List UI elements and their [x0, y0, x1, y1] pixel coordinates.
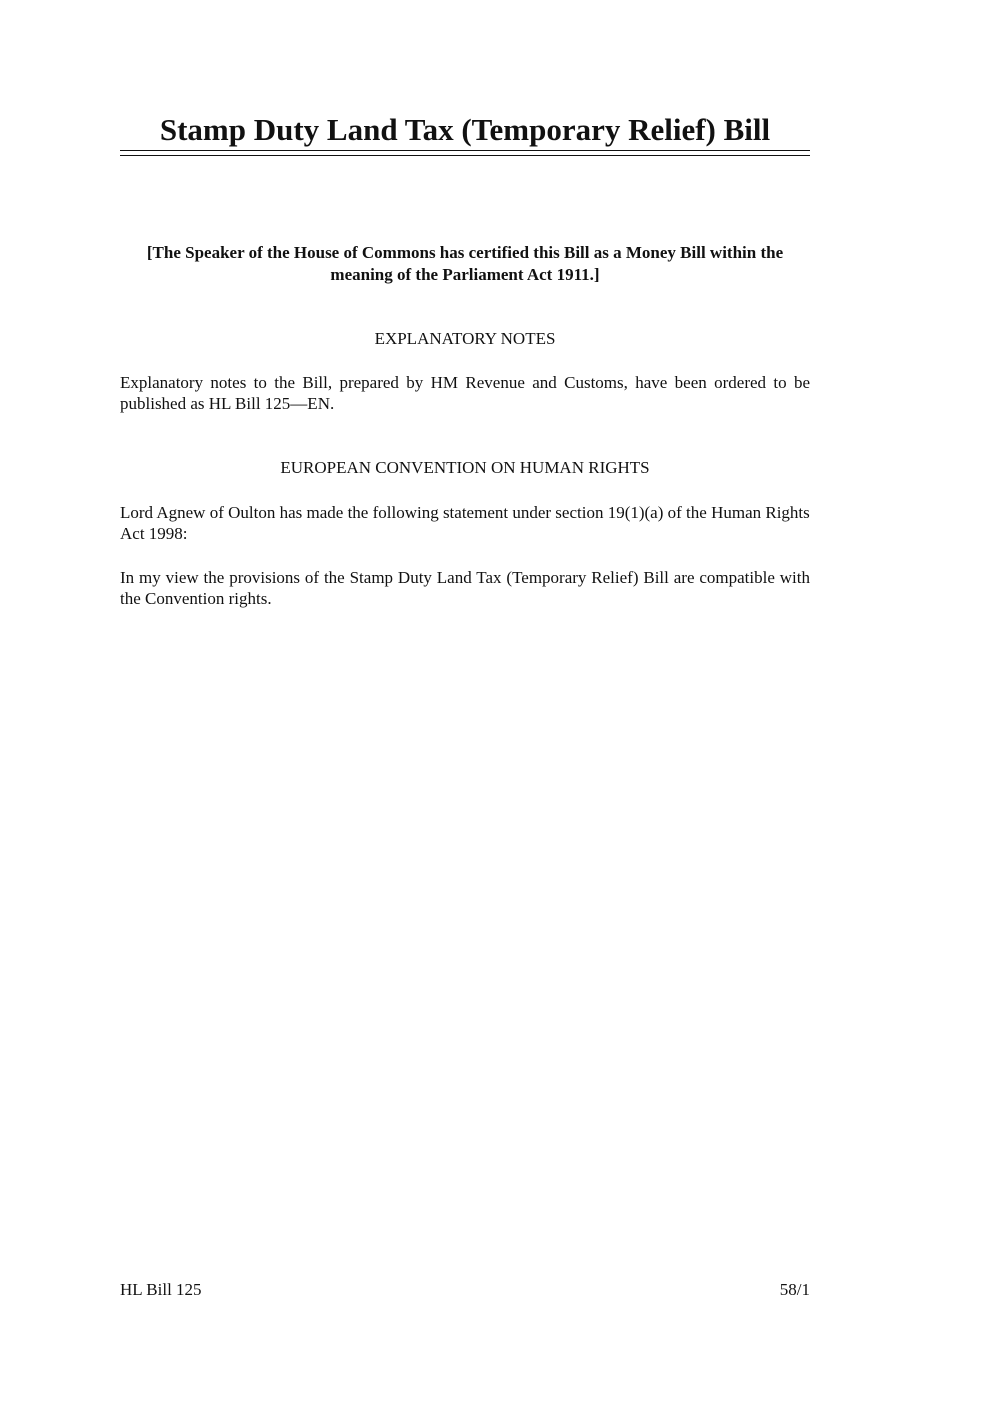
- money-bill-certification: [The Speaker of the House of Commons has certified this Bill as a Money Bill within the meaning of the Parliament Act 1911.]: [146, 243, 784, 284]
- title-rule-lower: [120, 155, 810, 156]
- echr-heading: EUROPEAN CONVENTION ON HUMAN RIGHTS: [280, 458, 650, 477]
- footer-print-reference: 58/1: [779, 1280, 810, 1299]
- footer-bill-reference: HL Bill 125: [120, 1280, 202, 1299]
- explanatory-notes-heading: EXPLANATORY NOTES: [374, 329, 556, 348]
- explanatory-notes-text: Explanatory notes to the Bill, prepared by HM Revenue and Customs, have been ordered to be published as HL Bill 125—EN.: [120, 373, 810, 413]
- title-rule-upper: [120, 150, 810, 151]
- echr-statement-intro: Lord Agnew of Oulton has made the following statement under section 19(1)(a) of the Human Rights Act 1998:: [120, 503, 810, 543]
- bill-title: Stamp Duty Land Tax (Temporary Relief) Bill: [159, 112, 771, 147]
- echr-statement: In my view the provisions of the Stamp Duty Land Tax (Temporary Relief) Bill are compatible with the Convention rights.: [120, 568, 810, 608]
